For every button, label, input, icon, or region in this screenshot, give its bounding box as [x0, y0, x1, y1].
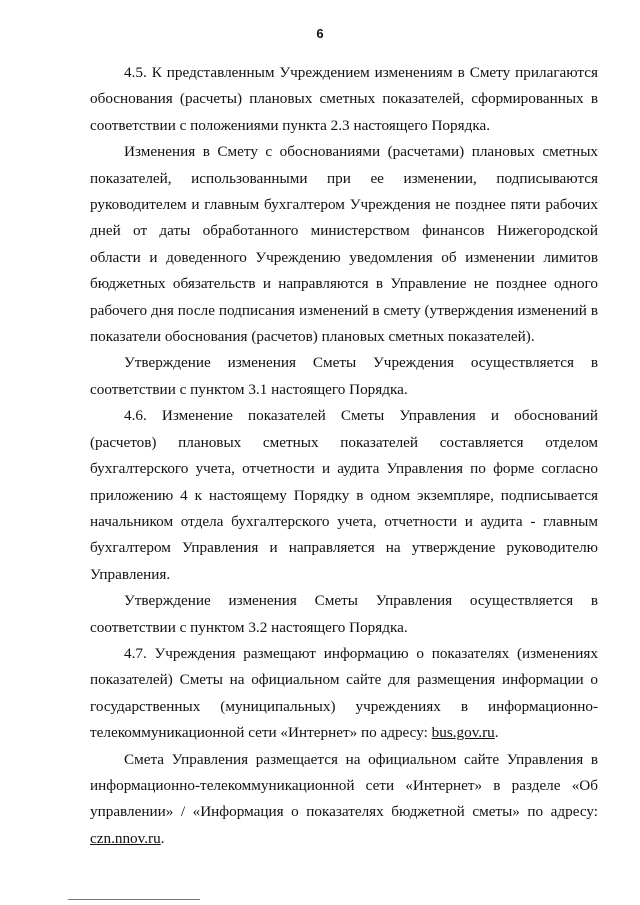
paragraph-4-7-text: 4.7. Учреждения размещают информацию о показателях (изменениях показателей) Сметы на официальном сайте для размещения информации о государственных (муниципальных) учреждениях в информационно-телекоммуникационной сети «Интернет» по адресу: — [90, 644, 598, 742]
bottom-scan-line — [68, 899, 200, 900]
paragraph-4-7-end: . — [494, 724, 499, 742]
paragraph-website-end: . — [160, 829, 165, 847]
paragraph-changes-signing: Изменения в Смету с обоснованиями (расчетами) плановых сметных показателей, использованными при ее изменении, подписываются руководителем и главным бухгалтером Учреждения не позднее пяти рабочих дней от даты обработанного министерством финансов Нижегородской области и доведенного Учреждению уведомления об изменении лимитов бюджетных обязательств и направляются в Управление не позднее одного рабочего дня после подписания изменений в смету (утверждения изменений в показатели обоснования (расчетов) плановых сметных показателей). — [90, 143, 598, 346]
paragraph-4-7 — [90, 641, 598, 747]
paragraph-approval-department: Утверждение изменения Сметы Управления осуществляется в соответствии с пунктом 3.2 настоящего Порядка. — [90, 592, 598, 636]
paragraph-4-5: 4.5. К представленным Учреждением изменениям в Смету прилагаются обоснования (расчеты) плановых сметных показателей, сформированных в соответствии с положениями пункта 2.3 настоящего Порядка. — [90, 64, 598, 134]
bus-gov-link[interactable]: bus.gov.ru — [431, 724, 495, 742]
paragraph-4-6: 4.6. Изменение показателей Сметы Управления и обоснований (расчетов) плановых сметных показателей составляется отделом бухгалтерского учета, отчетности и аудита Управления по форме согласно приложению 4 к настоящему Порядку в одном экземпляре, подписывается начальником отдела бухгалтерского учета, отчетности и аудита - главным бухгалтером Управления и направляется на утверждение руководителю Управления. — [90, 407, 598, 583]
paragraph-website-text: Смета Управления размещается на официальном сайте Управления в информационно-телекоммуникационной сети «Интернет» в разделе «Об управлении» / «Информация о показателях бюджетной сметы» по адресу: — [90, 750, 598, 821]
paragraph-approval-institution: Утверждение изменения Сметы Учреждения осуществляется в соответствии с пунктом 3.1 настоящего Порядка. — [90, 354, 598, 398]
page-number: 6 — [316, 26, 324, 41]
paragraph-website — [90, 747, 598, 853]
czn-nnov-link[interactable]: czn.nnov.ru — [90, 829, 161, 847]
document-body — [90, 60, 598, 852]
